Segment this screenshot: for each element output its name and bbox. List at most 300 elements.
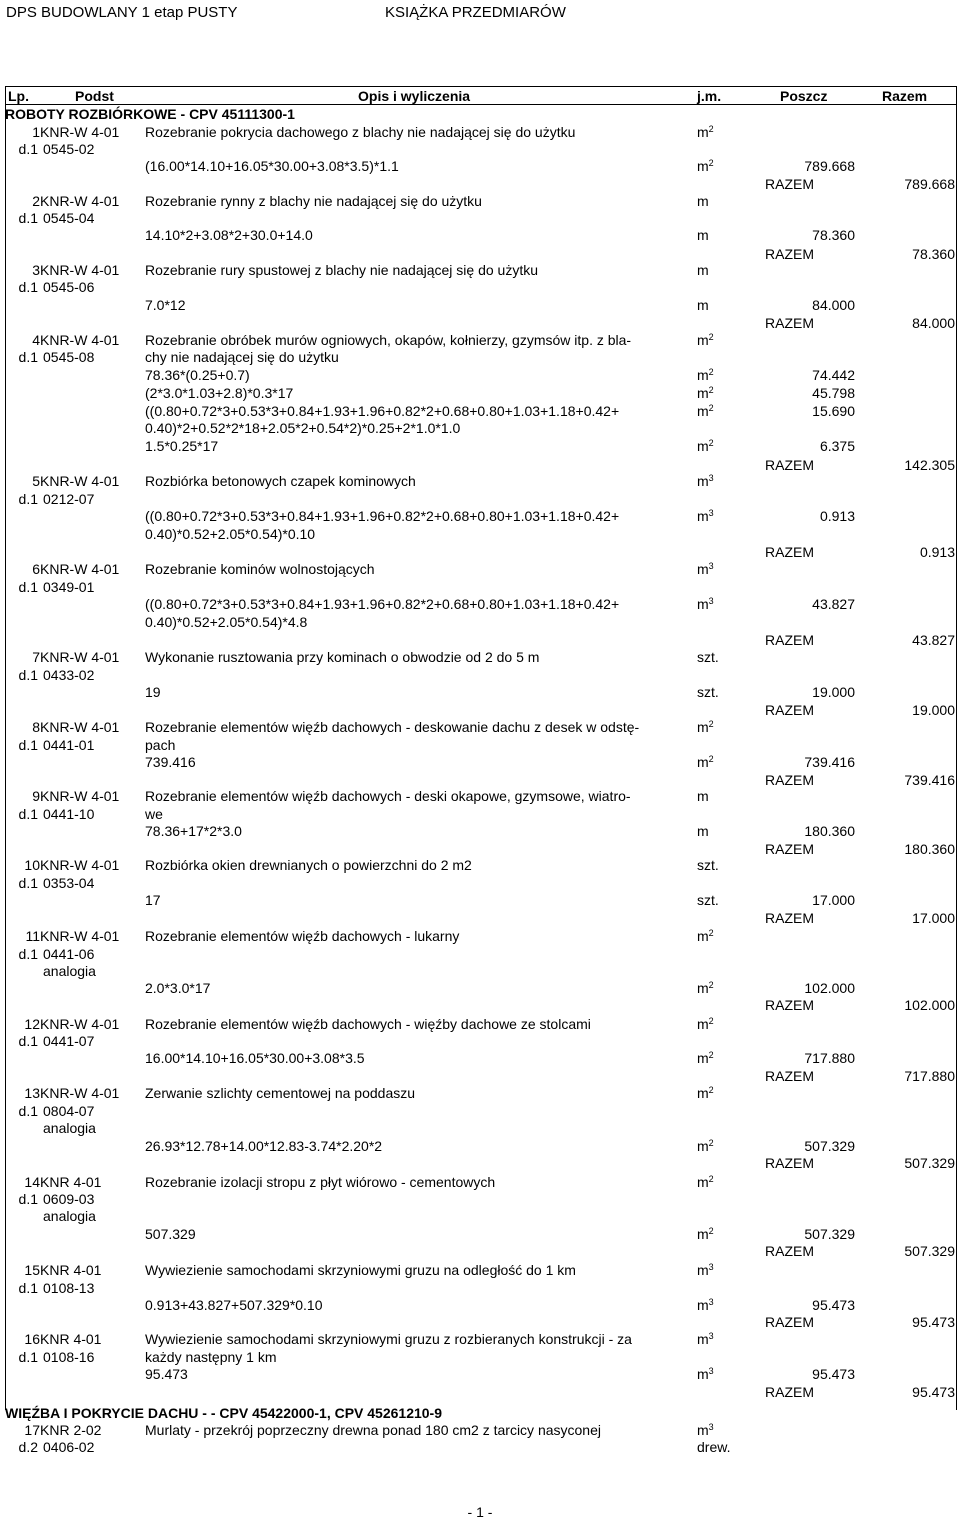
opis-cell: 17 <box>145 892 161 908</box>
opis-cell: Rozebranie rynny z blachy nie nadającej się do użytku <box>145 193 482 209</box>
table-row <box>5 349 957 366</box>
table-row <box>5 928 957 945</box>
header-document-title: KSIĄŻKA PRZEDMIARÓW <box>385 4 566 21</box>
razem-label: RAZEM <box>765 702 814 718</box>
podst-cell: 0441-10 <box>43 806 95 822</box>
table-row <box>5 420 957 437</box>
opis-cell: 19 <box>145 684 161 700</box>
razem-value: 507.329 <box>904 1243 955 1259</box>
table-row <box>5 561 957 578</box>
razem-row <box>5 1243 957 1260</box>
opis-cell: ((0.80+0.72*3+0.53*3+0.84+1.93+1.96+0.82*2+0.68+0.80+1.03+1.18+0.42+ <box>145 596 620 612</box>
lp-cell: 11 <box>25 928 40 944</box>
table-row <box>5 823 957 840</box>
razem-row <box>5 772 957 789</box>
podst-cell: 0804-07 <box>43 1103 95 1119</box>
table-row <box>5 158 957 175</box>
table-row <box>5 124 957 141</box>
table-row <box>5 297 957 314</box>
jm-cell <box>697 193 709 210</box>
table-row <box>5 754 957 771</box>
poszcz-cell: 78.360 <box>812 227 855 243</box>
opis-cell: 16.00*14.10+16.05*30.00+3.08*3.5 <box>145 1050 365 1066</box>
podst-cell: KNR-W 4-01 <box>40 473 120 489</box>
jm-unit: m <box>697 1085 709 1101</box>
jm-unit: m <box>697 788 709 804</box>
jm-unit: m <box>697 158 709 174</box>
opis-cell: Rozebranie elementów więźb dachowych - deskowanie dachu z desek w odstę- <box>145 719 640 735</box>
jm-cell <box>697 1262 714 1279</box>
razem-value: 78.360 <box>912 246 955 262</box>
jm-cell <box>697 297 709 314</box>
podst-cell: 0108-16 <box>43 1349 95 1365</box>
lp-cell: 17 <box>24 1422 40 1438</box>
jm-unit: m <box>697 385 709 401</box>
podst-cell: 0545-08 <box>43 349 95 365</box>
opis-cell: Rozebranie kominów wolnostojących <box>145 561 375 577</box>
lp-cell: 6 <box>32 561 40 577</box>
table-row <box>5 1120 957 1137</box>
opis-cell: ((0.80+0.72*3+0.53*3+0.84+1.93+1.96+0.82*2+0.68+0.80+1.03+1.18+0.42+ <box>145 508 620 524</box>
jm-cell <box>697 1085 714 1102</box>
table-row <box>5 892 957 909</box>
poszcz-cell: 0.913 <box>819 508 855 524</box>
razem-label: RAZEM <box>765 910 814 926</box>
razem-value: 142.305 <box>904 457 955 473</box>
razem-label: RAZEM <box>765 544 814 560</box>
lp-cell: 3 <box>32 262 40 278</box>
podst-prefix-cell: d.1 <box>18 1103 38 1119</box>
razem-value: 43.827 <box>912 632 955 648</box>
jm-cell <box>697 1366 714 1383</box>
podst-prefix-cell: d.1 <box>18 210 38 226</box>
jm-cell <box>697 928 714 945</box>
opis-cell: Zerwanie szlichty cementowej na poddaszu <box>145 1085 416 1101</box>
table-row <box>5 1085 957 1102</box>
podst-prefix-cell: d.1 <box>18 667 38 683</box>
razem-value: 739.416 <box>904 772 955 788</box>
col-header-podst: Podst <box>75 88 114 104</box>
table-row <box>5 684 957 701</box>
jm-exponent: 3 <box>708 1262 714 1272</box>
jm-unit: m <box>697 1422 709 1438</box>
razem-label: RAZEM <box>765 457 814 473</box>
podst-prefix-cell: d.1 <box>18 579 38 595</box>
opis-cell: pach <box>145 737 176 753</box>
jm-unit: szt. <box>697 684 719 700</box>
poszcz-cell: 739.416 <box>804 754 855 770</box>
jm-cell <box>697 385 714 402</box>
jm-cell <box>697 473 714 490</box>
razem-value: 717.880 <box>904 1068 955 1084</box>
podst-cell: KNR-W 4-01 <box>40 561 120 577</box>
table-row <box>5 1226 957 1243</box>
podst-prefix-cell: d.1 <box>18 875 38 891</box>
jm-unit: m <box>697 1016 709 1032</box>
jm-unit: m <box>697 596 709 612</box>
jm-cell <box>697 561 714 578</box>
jm-cell <box>697 596 714 613</box>
razem-value: 180.360 <box>904 841 955 857</box>
razem-label: RAZEM <box>765 772 814 788</box>
poszcz-cell: 43.827 <box>812 596 855 612</box>
razem-value: 95.473 <box>912 1384 955 1400</box>
podst-cell: 0406-02 <box>43 1439 95 1455</box>
jm-exponent: 2 <box>708 754 714 764</box>
razem-label: RAZEM <box>765 1243 814 1259</box>
lp-cell: 13 <box>24 1085 40 1101</box>
jm-unit: szt. <box>697 892 719 908</box>
jm-cell <box>697 1422 714 1439</box>
jm-cell <box>697 788 709 805</box>
jm-unit: m <box>697 823 709 839</box>
jm-cell <box>697 1016 714 1033</box>
podst-cell: 0349-01 <box>43 579 95 595</box>
jm-cell <box>697 124 714 141</box>
opis-cell: 0.913+43.827+507.329*0.10 <box>145 1297 323 1313</box>
opis-cell: 14.10*2+3.08*2+30.0+14.0 <box>145 227 313 243</box>
poszcz-cell: 102.000 <box>804 980 855 996</box>
opis-cell: chy nie nadającej się do użytku <box>145 349 339 365</box>
jm-unit: m <box>697 1138 709 1154</box>
table-row <box>5 579 957 596</box>
jm-unit: m <box>697 297 709 313</box>
podst-cell: 0441-06 <box>43 946 95 962</box>
podst-cell: 0545-02 <box>43 141 95 157</box>
opis-cell: Rozbiórka okien drewnianych o powierzchni do 2 m2 <box>145 857 472 873</box>
poszcz-cell: 95.473 <box>812 1366 855 1382</box>
poszcz-cell: 6.375 <box>819 438 855 454</box>
table-row <box>5 1174 957 1191</box>
razem-label: RAZEM <box>765 997 814 1013</box>
podst-prefix-cell: d.1 <box>18 1349 38 1365</box>
jm-unit: m <box>697 367 709 383</box>
jm-exponent: 3 <box>708 561 714 571</box>
jm-exponent: 3 <box>708 1297 714 1307</box>
opis-cell: 507.329 <box>145 1226 196 1242</box>
jm-exponent: 3 <box>708 1422 714 1432</box>
opis-cell: 78.36*(0.25+0.7) <box>145 367 250 383</box>
podst-prefix-cell: d.1 <box>18 491 38 507</box>
jm-exponent: 2 <box>708 124 714 134</box>
opis-cell: Rozebranie elementów więźb dachowych - deski okapowe, gzymsowe, wiatro- <box>145 788 631 804</box>
page-number: - 1 - <box>467 1504 493 1520</box>
col-header-opis: Opis i wyliczenia <box>358 88 471 104</box>
razem-row <box>5 544 957 561</box>
opis-cell: Rozebranie rury spustowej z blachy nie nadającej się do użytku <box>145 262 538 278</box>
poszcz-cell: 45.798 <box>812 385 855 401</box>
opis-cell: (16.00*14.10+16.05*30.00+3.08*3.5)*1.1 <box>145 158 399 174</box>
jm-cell <box>697 158 714 175</box>
podst-cell: analogia <box>43 1208 96 1224</box>
razem-label: RAZEM <box>765 1068 814 1084</box>
jm-exponent: 2 <box>708 367 714 377</box>
podst-cell: KNR-W 4-01 <box>40 857 120 873</box>
opis-cell: 26.93*12.78+14.00*12.83-3.74*2.20*2 <box>145 1138 383 1154</box>
jm-cell <box>697 227 709 244</box>
table-row <box>5 614 957 631</box>
jm-unit: m <box>697 1226 709 1242</box>
jm-cell <box>697 892 719 909</box>
podst-cell: 0545-06 <box>43 279 95 295</box>
podst-cell: KNR-W 4-01 <box>40 262 120 278</box>
razem-value: 0.913 <box>919 544 955 560</box>
table-row <box>5 1262 957 1279</box>
jm-cell <box>697 1331 714 1348</box>
lp-cell: 1 <box>32 124 40 140</box>
lp-cell: 8 <box>32 719 40 735</box>
jm-unit: m <box>697 1297 709 1313</box>
razem-row <box>5 910 957 927</box>
section-heading <box>5 1405 957 1422</box>
table-row <box>5 141 957 158</box>
jm-cell <box>697 367 714 384</box>
table-row <box>5 1349 957 1366</box>
jm-cell <box>697 684 719 701</box>
lp-cell: 5 <box>32 473 40 489</box>
jm-cell <box>697 1439 730 1456</box>
razem-label: RAZEM <box>765 841 814 857</box>
row-divider <box>5 86 957 87</box>
razem-label: RAZEM <box>765 315 814 331</box>
table-row <box>5 1366 957 1383</box>
razem-row <box>5 632 957 649</box>
jm-exponent: 2 <box>708 403 714 413</box>
opis-cell: 95.473 <box>145 1366 188 1382</box>
opis-cell: Rozebranie izolacji stropu z płyt wiórowo - cementowych <box>145 1174 496 1190</box>
poszcz-cell: 180.360 <box>804 823 855 839</box>
table-row <box>5 473 957 490</box>
podst-cell: KNR 2-02 <box>40 1422 102 1438</box>
podst-prefix-cell: d.1 <box>18 349 38 365</box>
opis-cell: 1.5*0.25*17 <box>145 438 219 454</box>
podst-cell: KNR-W 4-01 <box>40 788 120 804</box>
razem-row <box>5 1155 957 1172</box>
opis-cell: 7.0*12 <box>145 297 186 313</box>
opis-cell: 0.40)*2+0.52*2*18+2.05*2+0.54*2)*0.25+2*1.0*1.0 <box>145 420 461 436</box>
lp-cell: 2 <box>32 193 40 209</box>
lp-cell: 10 <box>24 857 40 873</box>
razem-label: RAZEM <box>765 632 814 648</box>
opis-cell: Wywiezienie samochodami skrzyniowymi gruzu na odległość do 1 km <box>145 1262 576 1278</box>
podst-cell: KNR-W 4-01 <box>40 649 120 665</box>
razem-label: RAZEM <box>765 176 814 192</box>
jm-unit: m <box>697 262 709 278</box>
podst-cell: 0545-04 <box>43 210 95 226</box>
podst-prefix-cell: d.1 <box>18 1280 38 1296</box>
jm-exponent: 2 <box>708 1016 714 1026</box>
opis-cell: Rozbiórka betonowych czapek kominowych <box>145 473 416 489</box>
razem-value: 19.000 <box>912 702 955 718</box>
jm-unit: m <box>697 1331 709 1347</box>
table-row <box>5 367 957 384</box>
opis-cell: 739.416 <box>145 754 196 770</box>
header-project-name: DPS BUDOWLANY 1 etap PUSTY <box>6 4 238 21</box>
jm-unit: szt. <box>697 857 719 873</box>
table-row <box>5 279 957 296</box>
jm-exponent: 2 <box>708 980 714 990</box>
jm-cell <box>697 508 714 525</box>
jm-cell <box>697 823 709 840</box>
jm-exponent: 2 <box>708 719 714 729</box>
jm-unit: m <box>697 1174 709 1190</box>
section-heading <box>5 106 957 123</box>
table-row <box>5 1138 957 1155</box>
jm-exponent: 2 <box>708 1226 714 1236</box>
jm-exponent: 3 <box>708 1366 714 1376</box>
jm-cell <box>697 857 719 874</box>
table-row <box>5 946 957 963</box>
opis-cell: we <box>145 806 163 822</box>
table-row <box>5 491 957 508</box>
table-row <box>5 1033 957 1050</box>
opis-cell: Rozebranie pokrycia dachowego z blachy nie nadającej się do użytku <box>145 124 576 140</box>
poszcz-cell: 717.880 <box>804 1050 855 1066</box>
jm-exponent: 3 <box>708 508 714 518</box>
lp-cell: 7 <box>32 649 40 665</box>
table-row <box>5 875 957 892</box>
razem-value: 789.668 <box>904 176 955 192</box>
podst-cell: 0441-07 <box>43 1033 95 1049</box>
opis-cell: Rozebranie elementów więźb dachowych - lukarny <box>145 928 460 944</box>
razem-row <box>5 1068 957 1085</box>
table-row <box>5 262 957 279</box>
podst-cell: 0609-03 <box>43 1191 95 1207</box>
opis-cell: Wywiezienie samochodami skrzyniowymi gruzu z rozbieranych konstrukcji - za <box>145 1331 632 1347</box>
jm-exponent: 2 <box>708 928 714 938</box>
opis-cell: 2.0*3.0*17 <box>145 980 211 996</box>
podst-cell: KNR 4-01 <box>40 1174 102 1190</box>
jm-unit: m <box>697 193 709 209</box>
jm-exponent: 3 <box>708 596 714 606</box>
table-row <box>5 667 957 684</box>
opis-cell: Rozebranie elementów więźb dachowych - więźby dachowe ze stolcami <box>145 1016 591 1032</box>
jm-unit: m <box>697 227 709 243</box>
jm-cell <box>697 719 714 736</box>
col-header-poszcz: Poszcz <box>780 88 828 104</box>
jm-exponent: 2 <box>708 1050 714 1060</box>
table-row <box>5 1280 957 1297</box>
jm-cell <box>697 403 714 420</box>
jm-unit: m <box>697 928 709 944</box>
lp-cell: 12 <box>24 1016 40 1032</box>
table-row <box>5 806 957 823</box>
opis-cell: 0.40)*0.52+2.05*0.54)*4.8 <box>145 614 308 630</box>
table-row <box>5 227 957 244</box>
podst-prefix-cell: d.1 <box>18 1033 38 1049</box>
table-row <box>5 1103 957 1120</box>
table-row <box>5 1297 957 1314</box>
poszcz-cell: 95.473 <box>812 1297 855 1313</box>
podst-prefix-cell: d.1 <box>18 946 38 962</box>
razem-row <box>5 841 957 858</box>
poszcz-cell: 789.668 <box>804 158 855 174</box>
jm-exponent: 2 <box>708 332 714 342</box>
jm-unit: m <box>697 980 709 996</box>
poszcz-cell: 17.000 <box>812 892 855 908</box>
jm-cell <box>697 1226 714 1243</box>
table-row <box>5 857 957 874</box>
jm-cell <box>697 1138 714 1155</box>
opis-cell: Murlaty - przekrój poprzeczny drewna ponad 180 cm2 z tarcicy nasyconej <box>145 1422 601 1438</box>
razem-row <box>5 246 957 263</box>
table-row <box>5 1331 957 1348</box>
table-row <box>5 719 957 736</box>
table-row <box>5 508 957 525</box>
podst-cell: 0433-02 <box>43 667 95 683</box>
table-row <box>5 1439 957 1456</box>
podst-cell: KNR-W 4-01 <box>40 332 120 348</box>
razem-row <box>5 457 957 474</box>
podst-cell: KNR-W 4-01 <box>40 124 120 140</box>
table-row <box>5 980 957 997</box>
jm-unit: m <box>697 473 709 489</box>
razem-value: 95.473 <box>912 1314 955 1330</box>
jm-cell <box>697 754 714 771</box>
jm-exponent: 2 <box>708 1138 714 1148</box>
jm-cell <box>697 1174 714 1191</box>
jm-cell <box>697 262 709 279</box>
table-row <box>5 210 957 227</box>
opis-cell: 0.40)*0.52+2.05*0.54)*0.10 <box>145 526 316 542</box>
jm-exponent: 2 <box>708 438 714 448</box>
table-row <box>5 385 957 402</box>
table-row <box>5 438 957 455</box>
table-row <box>5 737 957 754</box>
podst-cell: 0212-07 <box>43 491 95 507</box>
razem-value: 507.329 <box>904 1155 955 1171</box>
jm-unit: m <box>697 719 709 735</box>
poszcz-cell: 15.690 <box>812 403 855 419</box>
jm-unit: m <box>697 1366 709 1382</box>
podst-cell: 0441-01 <box>43 737 95 753</box>
podst-prefix-cell: d.1 <box>18 806 38 822</box>
podst-cell: KNR 4-01 <box>40 1331 102 1347</box>
jm-exponent: 3 <box>708 1331 714 1341</box>
table-row <box>5 963 957 980</box>
jm-unit: m <box>697 438 709 454</box>
table-row <box>5 526 957 543</box>
razem-row <box>5 176 957 193</box>
poszcz-cell: 84.000 <box>812 297 855 313</box>
razem-label: RAZEM <box>765 1155 814 1171</box>
podst-cell: KNR-W 4-01 <box>40 193 120 209</box>
podst-prefix-cell: d.1 <box>18 141 38 157</box>
podst-cell: 0353-04 <box>43 875 95 891</box>
jm-cell <box>697 1297 714 1314</box>
table-row <box>5 332 957 349</box>
jm-exponent: 2 <box>708 385 714 395</box>
razem-row <box>5 997 957 1014</box>
podst-cell: KNR 4-01 <box>40 1262 102 1278</box>
podst-cell: KNR-W 4-01 <box>40 1085 120 1101</box>
podst-cell: KNR-W 4-01 <box>40 928 120 944</box>
razem-value: 17.000 <box>912 910 955 926</box>
jm-cell <box>697 438 714 455</box>
jm-cell <box>697 649 719 666</box>
podst-cell: KNR-W 4-01 <box>40 719 120 735</box>
opis-cell: Rozebranie obróbek murów ogniowych, okapów, kołnierzy, gzymsów itp. z bla- <box>145 332 632 348</box>
razem-row <box>5 702 957 719</box>
lp-cell: 4 <box>32 332 40 348</box>
podst-cell: analogia <box>43 963 96 979</box>
podst-prefix-cell: d.1 <box>18 279 38 295</box>
jm-unit: m <box>697 403 709 419</box>
jm-unit: drew. <box>697 1439 731 1455</box>
section-title: WIĘŹBA I POKRYCIE DACHU - - CPV 45422000-1, CPV 45261210-9 <box>5 1405 443 1421</box>
table-row <box>5 596 957 613</box>
col-header-jm: j.m. <box>697 88 722 104</box>
